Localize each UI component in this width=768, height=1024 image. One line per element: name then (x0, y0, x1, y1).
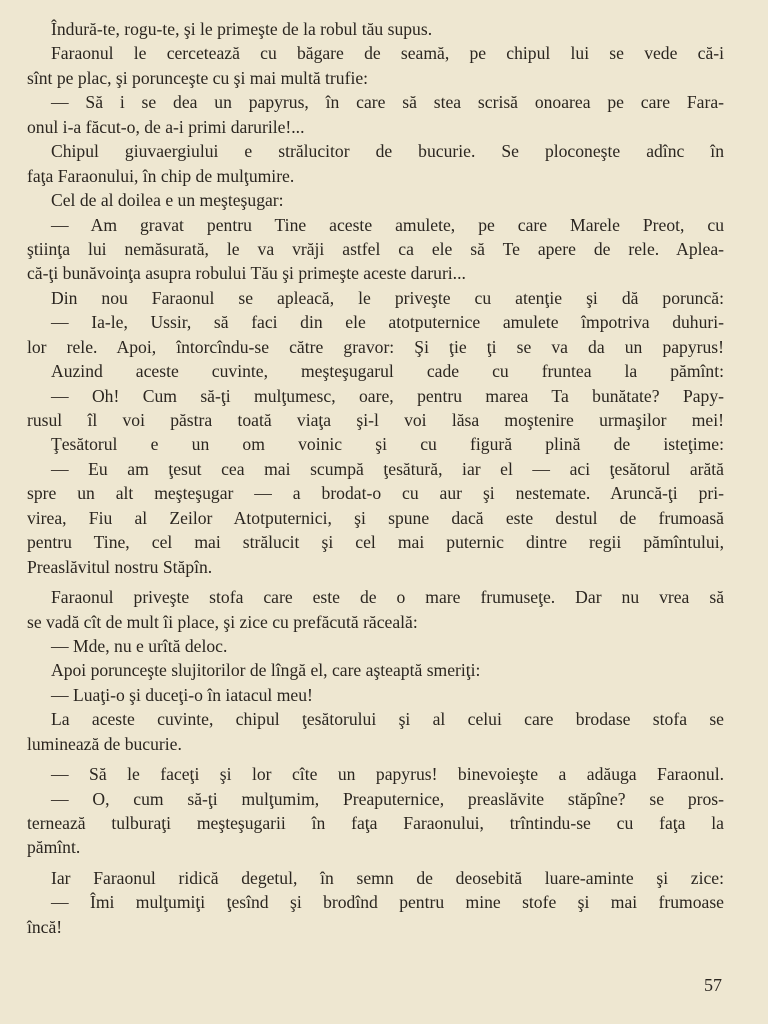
text-line: Faraonul le cercetează cu băgare de seamă, pe chipul lui se vede că-i (51, 43, 724, 64)
page-number: 57 (704, 975, 722, 995)
page-text-body (27, 17, 724, 939)
text-line: Ţesătorul e un om voinic şi cu figură plină de isteţime: (51, 434, 724, 455)
text-line: ştiinţa lui nemăsurată, le va vrăji astfel ca ele să Te apere de rele. Aplea- (27, 238, 724, 259)
text-line: onul i-a făcut-o, de a-i primi darurile!... (27, 116, 305, 137)
text-line: virea, Fiu al Zeilor Atotputernici, şi spune dacă este destul de frumoasă (27, 507, 724, 528)
text-line: — Eu am ţesut cea mai scumpă ţesătură, iar el — aci ţesătorul arătă (51, 458, 724, 479)
text-line: luminează de bucurie. (27, 733, 182, 754)
text-line: rusul îl voi păstra toată viaţa şi-l voi lăsa moştenire urmaşilor mei! (27, 410, 724, 430)
text-line: sînt pe plac, şi porunceşte cu şi mai multă trufie: (27, 67, 369, 88)
text-line: — Oh! Cum să-ţi mulţumesc, oare, pentru marea Ta bunătate? Papy- (51, 385, 724, 406)
text-line: faţa Faraonului, în chip de mulţumire. (27, 165, 295, 186)
text-line: Preaslăvitul nostru Stăpîn. (27, 556, 213, 577)
text-line: Îndură-te, rogu-te, şi le primeşte de la robul tău supus. (51, 19, 433, 39)
text-line: spre un alt meşteşugar — a brodat-o cu aur şi nestemate. Aruncă-ţi pri- (27, 483, 724, 504)
text-line: — Îmi mulţumiţi ţesînd şi brodînd pentru mine stofe şi mai frumoase (51, 892, 724, 913)
text-line: — O, cum să-ţi mulţumim, Preaputernice, preaslăvite stăpîne? se pros- (51, 788, 724, 809)
text-line: — Să le faceţi şi lor cîte un papyrus! binevoieşte a adăuga Faraonul. (51, 764, 724, 785)
text-line: Chipul giuvaergiului e strălucitor de bucurie. Se ploconeşte adînc în (51, 141, 724, 162)
text-line: lor rele. Apoi, întorcîndu-se către gravor: Şi ţie ţi se va da un papyrus! (27, 336, 724, 357)
text-line: Apoi porunceşte slujitorilor de lîngă el, care aşteaptă smeriţi: (51, 660, 481, 681)
text-line: Cel de al doilea e un meşteşugar: (51, 190, 284, 211)
text-line: — Mde, nu e urîtă deloc. (51, 635, 228, 656)
text-line: — Luaţi-o şi duceţi-o în iatacul meu! (51, 684, 313, 705)
text-line: ternează tulburaţi meşteşugarii în faţa Faraonului, trîntindu-se cu faţa la (27, 813, 724, 833)
text-line: că-ţi bunăvoinţa asupra robului Tău şi primeşte aceste daruri... (27, 263, 466, 284)
text-line: La aceste cuvinte, chipul ţesătorului şi al celui care brodase stofa se (51, 709, 724, 730)
text-line: Iar Faraonul ridică degetul, în semn de deosebită luare-aminte şi zice: (51, 867, 724, 888)
text-line: încă! (27, 916, 63, 937)
text-line: pămînt. (27, 837, 81, 858)
text-line: — Să i se dea un papyrus, în care să stea scrisă onoarea pe care Fara- (51, 92, 724, 113)
text-line: — Am gravat pentru Tine aceste amulete, pe care Marele Preot, cu (51, 214, 724, 235)
text-line: — Ia-le, Ussir, să faci din ele atotputernice amulete împotriva duhuri- (51, 312, 724, 333)
text-line: Din nou Faraonul se apleacă, le priveşte cu atenţie şi dă poruncă: (51, 287, 724, 308)
text-line: pentru Tine, cel mai strălucit şi cel mai puternic dintre regii pămîntului, (27, 532, 724, 553)
text-line: se vadă cît de mult îi place, şi zice cu prefăcută răceală: (27, 611, 418, 632)
text-line: Auzind aceste cuvinte, meşteşugarul cade cu fruntea la pămînt: (51, 361, 724, 382)
text-line: Faraonul priveşte stofa care este de o mare frumuseţe. Dar nu vrea să (51, 587, 724, 608)
